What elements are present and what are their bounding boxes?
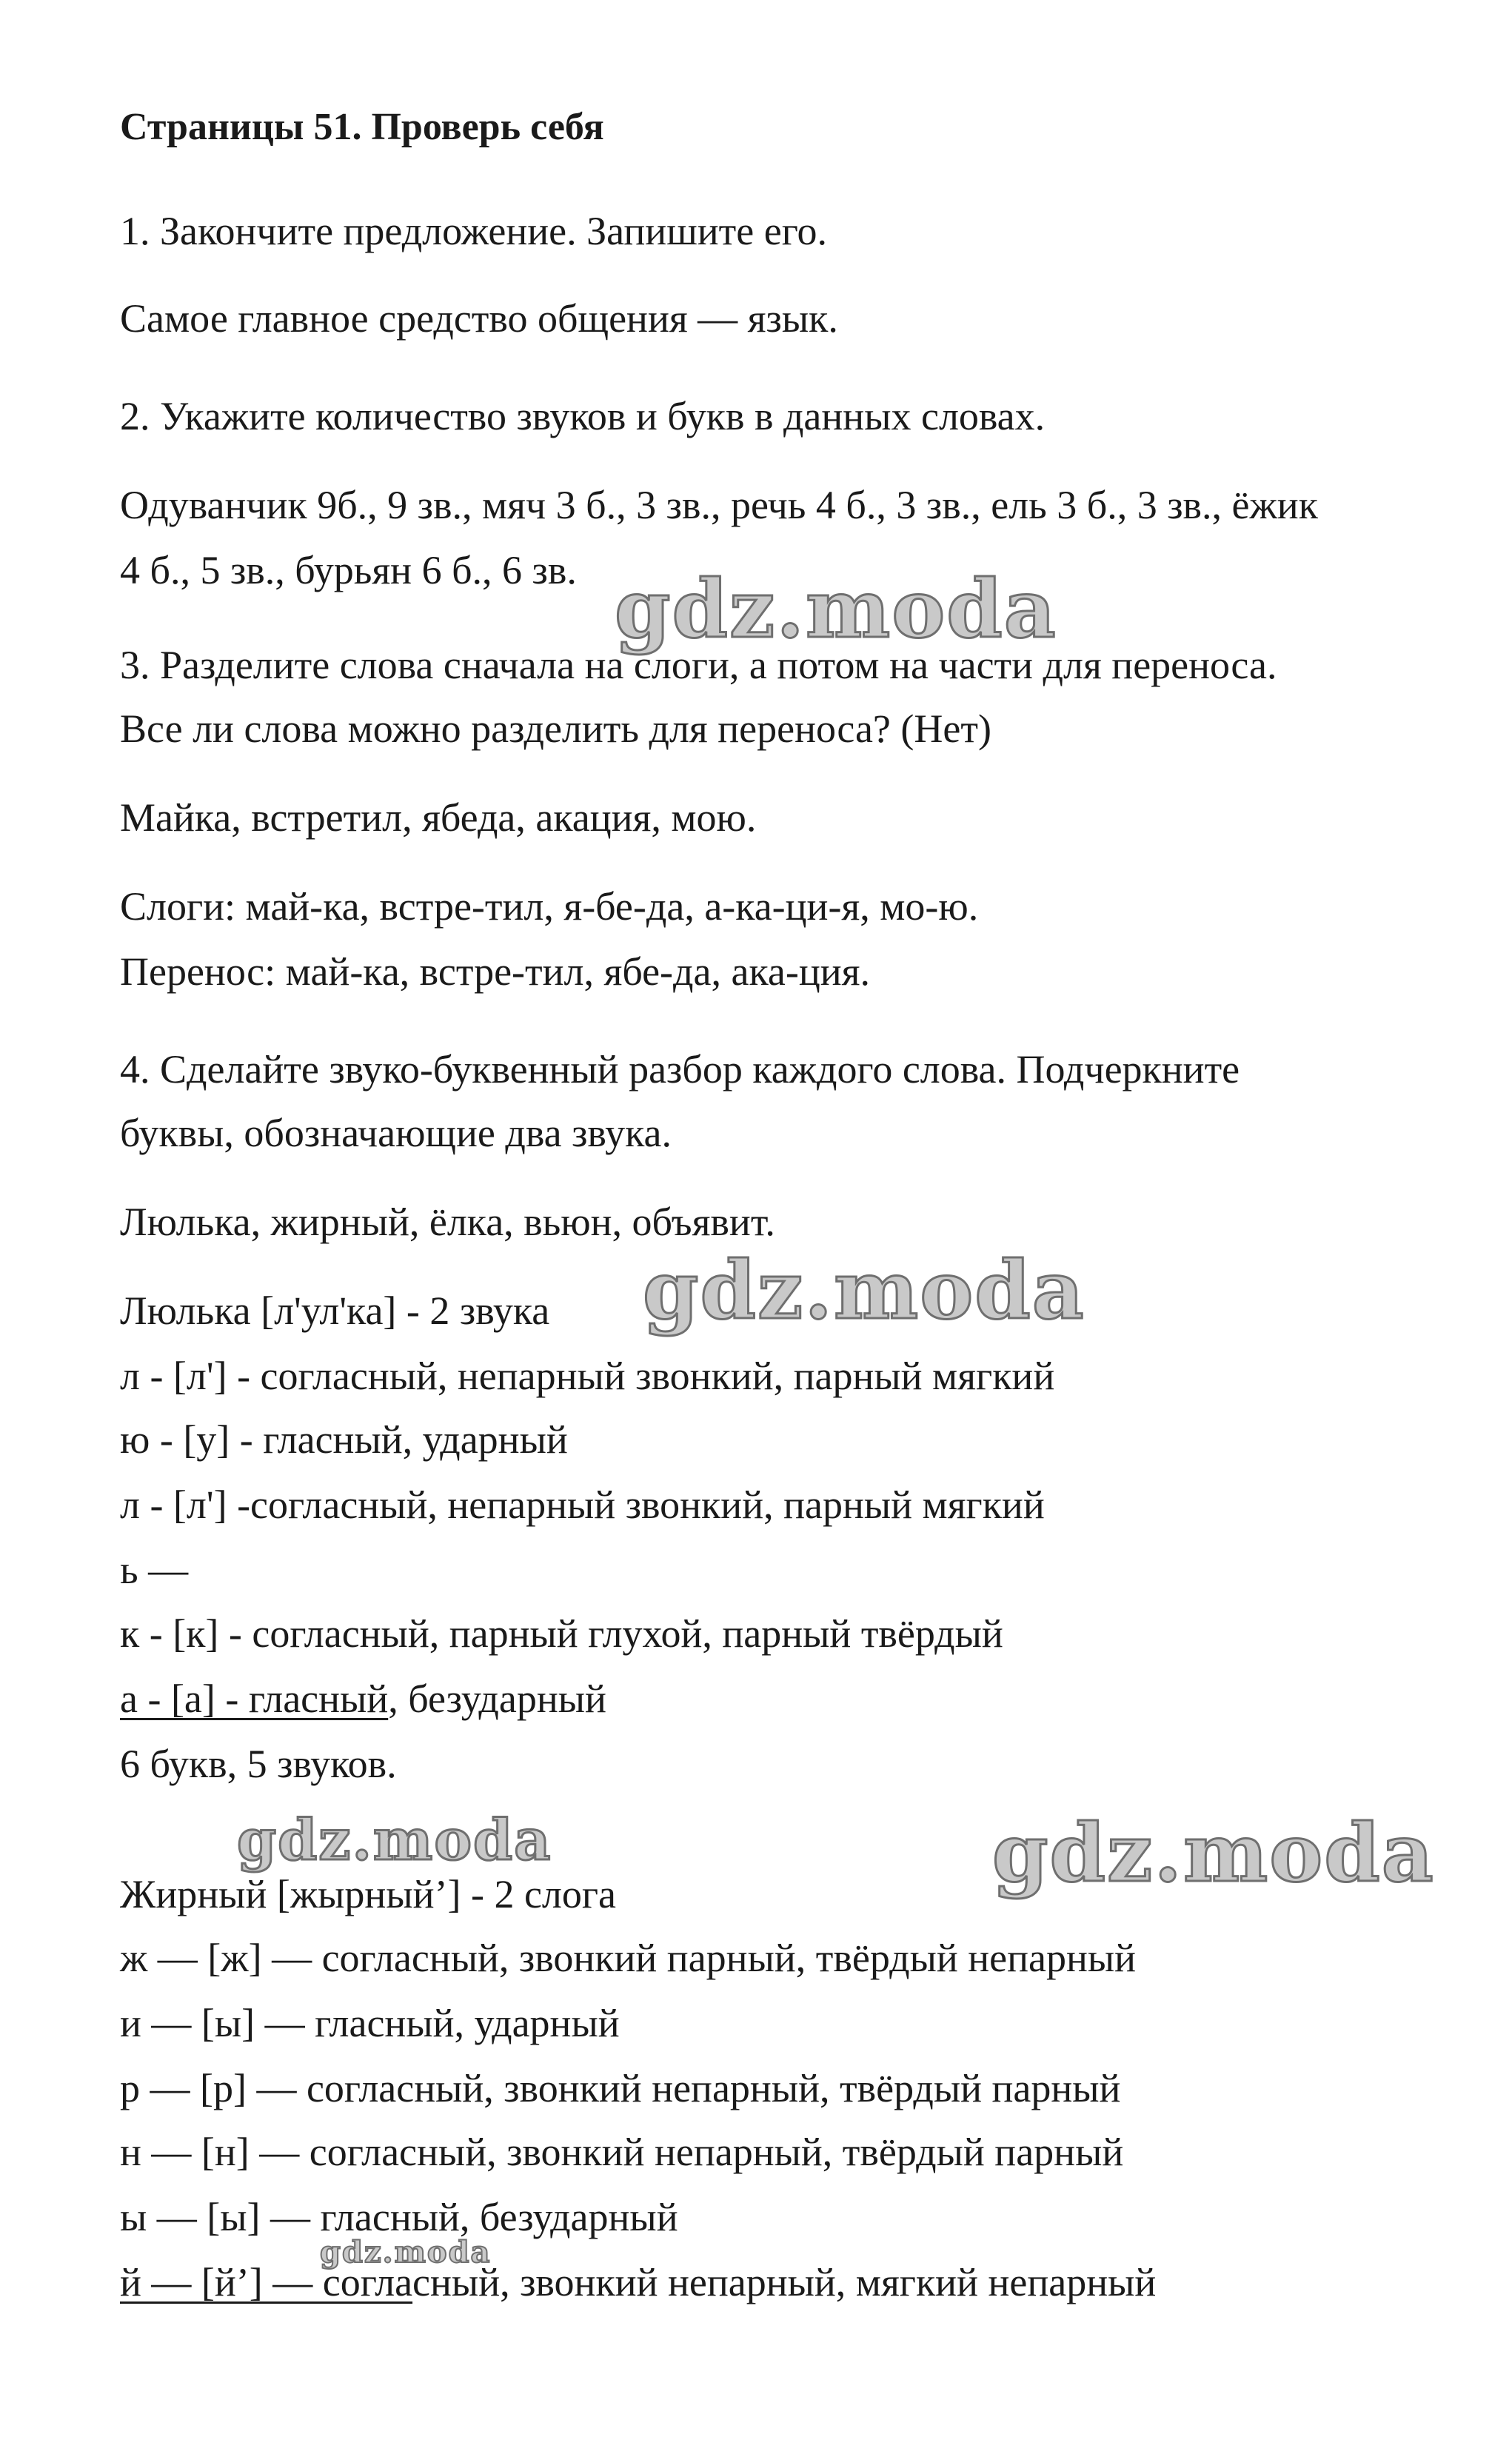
watermark: gdz.moda xyxy=(320,2235,492,2270)
task4-words: Люлька, жирный, ёлка, вьюн, объявит. xyxy=(120,1200,775,1244)
underlined-letter-y: й — [й’] — согла xyxy=(120,2260,413,2304)
task3-transfer: Перенос: май-ка, встре-тил, ябе-да, ака-ция. xyxy=(120,949,870,994)
task3-prompt-line2: Все ли слова можно разделить для переноса? (Нет) xyxy=(120,706,991,751)
lyulka-row: ю - [у] - гласный, ударный xyxy=(120,1417,568,1462)
zhirny-row: ж — [ж] — согласный, звонкий парный, твёрдый непарный xyxy=(120,1936,1137,1980)
lyulka-row: ь — xyxy=(120,1548,189,1592)
task2-answer-line1: Одуванчик 9б., 9 зв., мяч 3 б., 3 зв., речь 4 б., 3 зв., ель 3 б., 3 зв., ёжик xyxy=(120,483,1318,527)
task3-words: Майка, встретил, ябеда, акация, мою. xyxy=(120,795,757,840)
watermark: gdz.moda xyxy=(992,1807,1435,1900)
task4-prompt-line2: буквы, обозначающие два звука. xyxy=(120,1111,672,1155)
task2-answer-line2: 4 б., 5 зв., бурьян 6 б., 6 зв. xyxy=(120,548,577,592)
watermark: gdz.moda xyxy=(615,563,1057,656)
task1-prompt: 1. Закончите предложение. Запишите его. xyxy=(120,209,828,253)
zhirny-header: Жирный [жырный’] - 2 слога xyxy=(120,1872,616,1916)
row-y-rest: сный, звонкий непарный, мягкий непарный xyxy=(412,2260,1157,2304)
zhirny-row: р — [р] — согласный, звонкий непарный, твёрдый парный xyxy=(120,2066,1121,2110)
lyulka-summary: 6 букв, 5 звуков. xyxy=(120,1742,397,1786)
lyulka-row: л - [л'] - согласный, непарный звонкий, парный мягкий xyxy=(120,1354,1055,1398)
page-title: Страницы 51. Проверь себя xyxy=(120,106,604,148)
task3-prompt-line1: 3. Разделите слова сначала на слоги, а потом на части для переноса. xyxy=(120,643,1277,687)
task3-syllables: Слоги: май-ка, встре-тил, я-бе-да, а-ка-ци-я, мо-ю. xyxy=(120,884,979,929)
row-a-rest: , безударный xyxy=(388,1677,606,1721)
watermark: gdz.moda xyxy=(643,1244,1086,1337)
lyulka-header: Люлька [л'ул'ка] - 2 звука xyxy=(120,1288,550,1333)
zhirny-row: и — [ы] — гласный, ударный xyxy=(120,2001,620,2045)
task1-answer: Самое главное средство общения — язык. xyxy=(120,296,838,341)
task4-prompt-line1: 4. Сделайте звуко-буквенный разбор каждого слова. Подчеркните xyxy=(120,1047,1240,1092)
task2-prompt: 2. Укажите количество звуков и букв в данных словах. xyxy=(120,394,1046,438)
lyulka-row: к - [к] - согласный, парный глухой, парный твёрдый xyxy=(120,1611,1003,1656)
zhirny-row: н — [н] — согласный, звонкий непарный, твёрдый парный xyxy=(120,2130,1124,2174)
lyulka-row: л - [л'] -согласный, непарный звонкий, парный мягкий xyxy=(120,1482,1045,1527)
lyulka-row-a xyxy=(120,1675,606,1722)
underlined-letter-a: а - [а] - гласный xyxy=(120,1677,389,1721)
zhirny-row-y xyxy=(120,2259,1156,2306)
zhirny-row: ы — [ы] — гласный, безударный xyxy=(120,2195,678,2239)
watermark: gdz.moda xyxy=(237,1807,552,1873)
